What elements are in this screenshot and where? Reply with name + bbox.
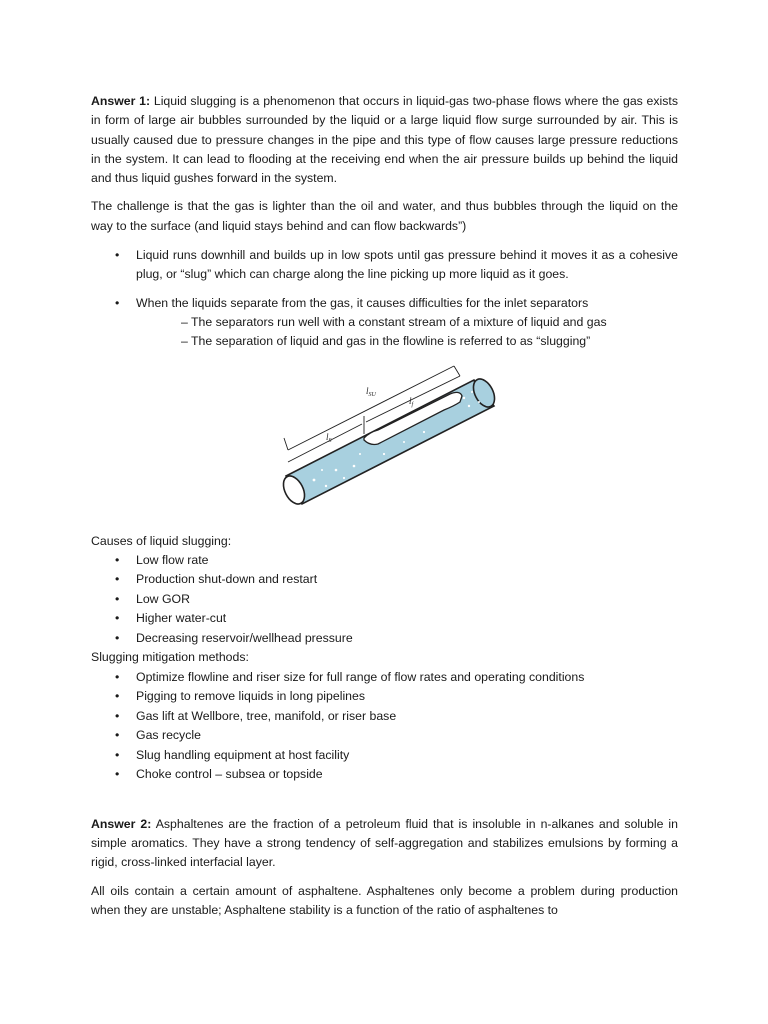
bullet-glyph: • — [115, 669, 120, 684]
mitigation-text: Gas recycle — [136, 728, 201, 743]
challenge-paragraph: The challenge is that the gas is lighter than the oil and water, and thus bubbles through the liquid on the way to the surface (and liquid stays behind and can flow backwards”) — [91, 199, 678, 233]
bullet-glyph: • — [115, 248, 120, 263]
list-item — [91, 629, 678, 649]
bullet-glyph: • — [115, 591, 120, 606]
bullet-glyph: • — [115, 689, 120, 704]
cause-text: Low flow rate — [136, 552, 209, 567]
list-item — [91, 246, 678, 285]
answer2-text: Asphaltenes are the fraction of a petroleum fluid that is insoluble in n-alkanes and soluble in simple aromatics. They have a strong tendency of self-aggregation and stabilizes emulsions by forming a rigid, cross-linked interfacial layer. — [91, 816, 678, 870]
bullet-glyph: • — [115, 767, 120, 782]
list-item — [91, 294, 678, 313]
list-item — [91, 590, 678, 610]
answer1-paragraph — [91, 92, 678, 188]
asphaltene-paragraph: All oils contain a certain amount of asphaltene. Asphaltenes only become a problem during production when they are unstable; Asphaltene stability is a function of the ratio of asphaltenes to — [91, 883, 678, 917]
list-item — [91, 707, 678, 727]
bullet-glyph: • — [115, 630, 120, 645]
sub-bullet-line: – The separation of liquid and gas in the flowline is referred to as “slugging” — [181, 334, 591, 349]
sub-bullet-line: – The separators run well with a constant stream of a mixture of liquid and gas — [181, 314, 607, 329]
cause-text: Low GOR — [136, 591, 190, 606]
mitigation-text: Slug handling equipment at host facility — [136, 747, 350, 762]
list-item — [91, 609, 678, 629]
bullet-glyph: • — [115, 295, 120, 310]
list-item — [91, 668, 678, 688]
slug-pipe-diagram — [274, 358, 504, 518]
list-item — [91, 746, 678, 766]
label-lsu-main: l — [366, 385, 369, 396]
cause-text: Higher water-cut — [136, 611, 227, 626]
mitigation-text: Optimize flowline and riser size for full range of flow rates and operating conditions — [136, 669, 585, 684]
cause-text: Production shut-down and restart — [136, 572, 318, 587]
bullet-glyph: • — [115, 611, 120, 626]
list-item — [91, 551, 678, 571]
cause-text: Decreasing reservoir/wellhead pressure — [136, 630, 353, 645]
mitigation-title: Slugging mitigation methods: — [91, 650, 249, 665]
bullet-text: Liquid runs downhill and builds up in low spots until gas pressure behind it moves it as a cohesive plug, or “slug” which can charge along the line picking up more liquid as it goes. — [136, 248, 678, 282]
label-lsu-sub: SU — [368, 391, 376, 398]
mitigation-text: Choke control – subsea or topside — [136, 767, 323, 782]
document-content — [91, 92, 678, 920]
slug-bullet-list — [91, 246, 678, 313]
mitigation-list — [91, 668, 678, 785]
label-lf-sub: f — [411, 401, 414, 408]
bullet-glyph: • — [115, 728, 120, 743]
label-ls-main: l — [326, 431, 329, 442]
label-ls-sub: S — [328, 437, 332, 444]
bullet-text: When the liquids separate from the gas, it causes difficulties for the inlet separators — [136, 295, 589, 310]
bullet-glyph: • — [115, 747, 120, 762]
causes-list — [91, 551, 678, 649]
list-item — [91, 687, 678, 707]
bullet-glyph: • — [115, 572, 120, 587]
list-item — [91, 765, 678, 785]
slug-flow-figure — [91, 358, 678, 528]
answer1-text: Liquid slugging is a phenomenon that occurs in liquid-gas two-phase flows where the gas exists in form of large air bubbles surrounded by the liquid or a large liquid flow surge surrounded by air. This is usually caused due to pressure changes in the pipe and this type of flow causes large pressure reductions in the system. It can lead to flooding at the receiving end when the air pressure builds up behind the liquid and thus liquid gushes forward in the system. — [91, 94, 678, 186]
answer2-label: Answer 2: — [91, 816, 152, 831]
causes-title: Causes of liquid slugging: — [91, 533, 232, 548]
list-item — [91, 726, 678, 746]
label-lf-main: l — [409, 395, 412, 406]
list-item — [91, 570, 678, 590]
answer2-paragraph — [91, 815, 678, 873]
answer1-label: Answer 1: — [91, 94, 151, 108]
bullet-glyph: • — [115, 708, 120, 723]
bullet-glyph: • — [115, 552, 120, 567]
mitigation-text: Pigging to remove liquids in long pipelines — [136, 689, 365, 704]
label-lf — [409, 396, 415, 408]
label-lsu — [366, 386, 377, 398]
mitigation-text: Gas lift at Wellbore, tree, manifold, or riser base — [136, 708, 397, 723]
